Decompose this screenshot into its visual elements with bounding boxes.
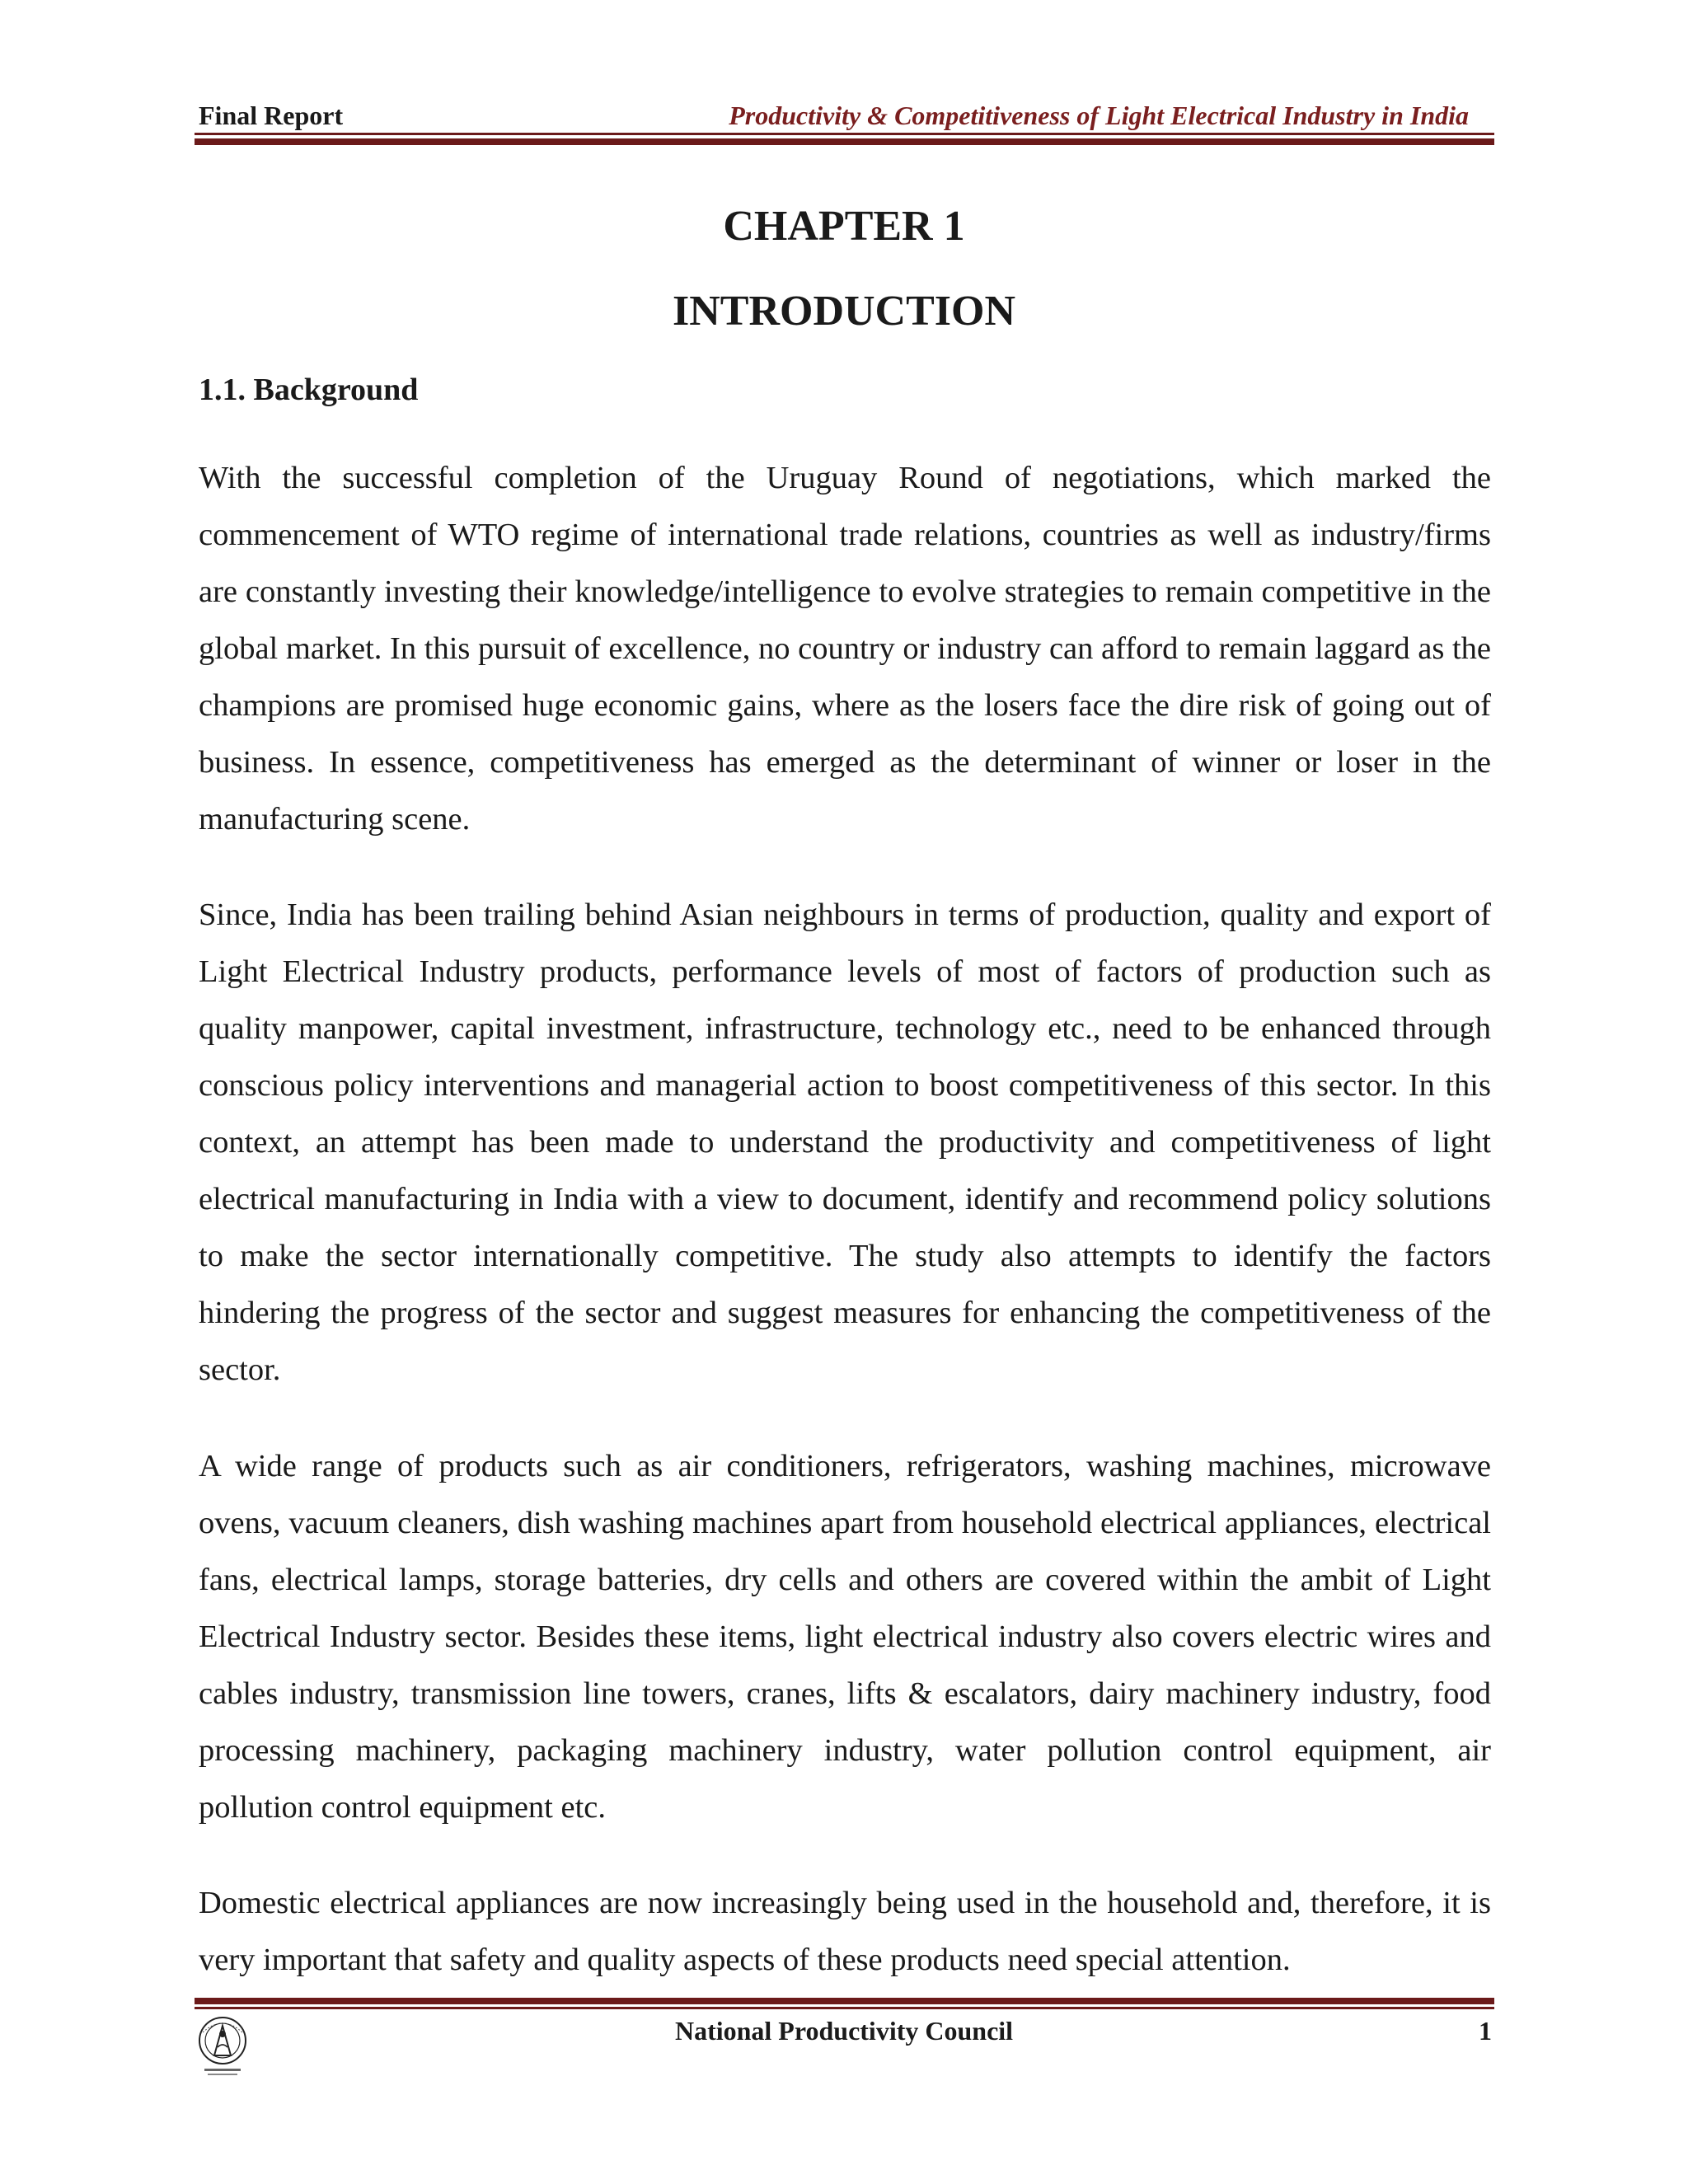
header-divider-thin bbox=[195, 133, 1494, 135]
body-paragraph-4: Domestic electrical appliances are now increasingly being used in the household and, therefore, it is very important that safety and quality aspects of these products need special attention. bbox=[199, 1886, 1491, 1977]
chapter-title-heading: INTRODUCTION bbox=[672, 288, 1016, 335]
body-paragraph-3: A wide range of products such as air conditioners, refrigerators, washing machines, microwave ovens, vacuum cleaners, dish washing machines apart from household electrical appliances, electrical fans, electrical lamps, storage batteries, dry cells and others are covered within the ambit of Light Electrical Industry sector. Besides these items, light electrical industry also covers electric wires and cables industry, transmission line towers, cranes, lifts & escalators, dairy machinery industry, food processing machinery, packaging machinery industry, water pollution control equipment, air pollution control equipment etc. bbox=[199, 1449, 1491, 1825]
footer-divider-thin bbox=[195, 2007, 1494, 2009]
header-document-title: Productivity & Competitiveness of Light Electrical Industry in India bbox=[729, 101, 1469, 130]
body-paragraph-2: Since, India has been trailing behind Asian neighbours in terms of production, quality and export of Light Electrical Industry products, performance levels of most of factors of production such as quality manpower, capital investment, infrastructure, technology etc., need to be enhanced through conscious policy interventions and managerial action to boost competitiveness of this sector. In this context, an attempt has been made to understand the productivity and competitiveness of light electrical manufacturing in India with a view to document, identify and recommend policy solutions to make the sector internationally competitive. The study also attempts to identify the factors hindering the progress of the sector and suggest measures for enhancing the competitiveness of the sector. bbox=[199, 898, 1491, 1387]
footer-divider-thick bbox=[195, 1998, 1494, 2004]
footer-organization: National Productivity Council bbox=[674, 2016, 1014, 2046]
body-paragraph-1: With the successful completion of the Uruguay Round of negotiations, which marked the commencement of WTO regime of international trade relations, countries as well as industry/firms are constantly investing their knowledge/intelligence to evolve strategies to remain competitive in the global market. In this pursuit of excellence, no country or industry can afford to remain laggard as the champions are promised huge economic gains, where as the losers face the dire risk of going out of business. In essence, competitiveness has emerged as the determinant of winner or loser in the manufacturing scene. bbox=[199, 461, 1491, 837]
header-report-label: Final Report bbox=[199, 101, 344, 130]
running-header bbox=[199, 99, 1493, 132]
section-heading: 1.1. Background bbox=[199, 373, 419, 407]
page-number: 1 bbox=[1479, 2016, 1492, 2046]
header-divider-thick bbox=[195, 138, 1494, 145]
chapter-number-heading: CHAPTER 1 bbox=[723, 203, 965, 250]
